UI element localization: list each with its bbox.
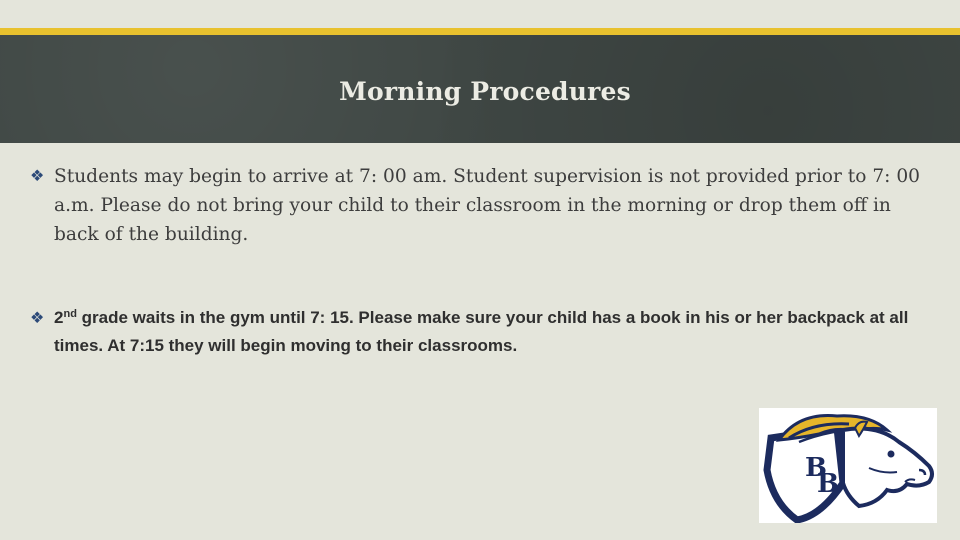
school-logo (759, 408, 937, 523)
accent-stripe (0, 28, 960, 35)
title-band (0, 35, 960, 143)
bullet-text (54, 304, 935, 360)
bullet-item-arrival (30, 162, 935, 249)
grade-suffix: nd (63, 308, 77, 320)
slide-title: Morning Procedures (339, 76, 631, 106)
logo-letter-b2: B (817, 469, 839, 499)
diamond-bullet-icon: ❖ (30, 308, 45, 327)
logo-letter-b1: B (805, 453, 827, 483)
diamond-bullet-icon: ❖ (30, 166, 45, 185)
horse-mascot-logo-icon (759, 408, 937, 523)
grade-number: 2 (54, 308, 64, 327)
bullet-item-second-grade (30, 304, 935, 360)
bullet-text: Students may begin to arrive at 7: 00 am. Student supervision is not provided prior to 7: 00 a.m. Please do not bring your child to their classroom in the morning or drop them off in back of the building. (54, 166, 921, 245)
grade-text: grade waits in the gym until 7: 15. Please make sure your child has a book in his or her backpack at all times. At 7:15 they will begin moving to their classrooms. (54, 308, 909, 355)
